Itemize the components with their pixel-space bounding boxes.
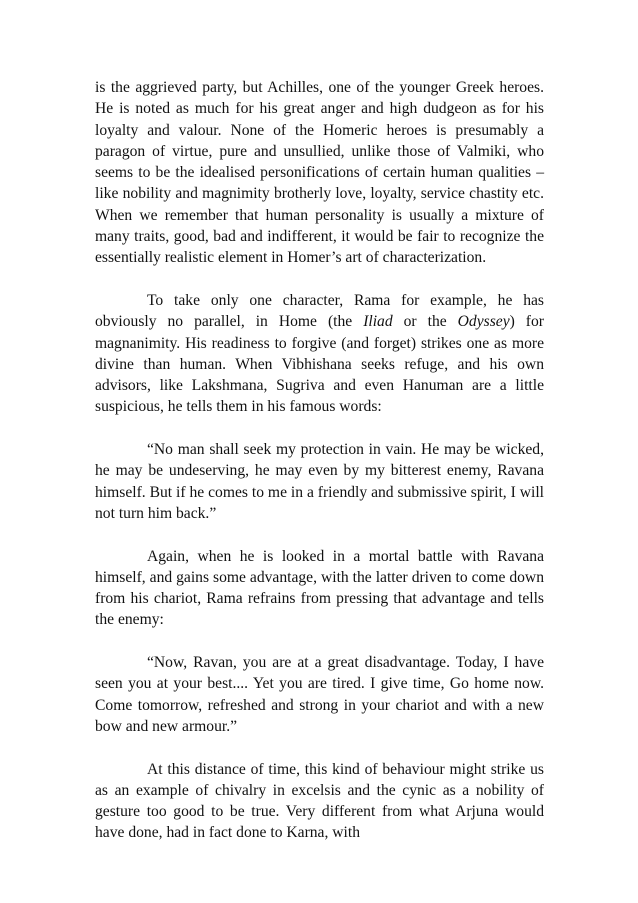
quote-text: “Now, Ravan, you are at a great disadvantage. Today, I have seen you at your best.... Yet you are tired. I give time, Go home now. Come tomorrow, refreshed and strong in your chariot and with a new bow and new armour.” bbox=[95, 654, 544, 735]
paragraph-chivalry bbox=[95, 759, 544, 844]
paragraph-text: To take only one character, Rama for example, he has obviously no parallel, in Home (the bbox=[95, 291, 544, 331]
document-page bbox=[95, 77, 544, 844]
paragraph-homeric-heroes bbox=[95, 77, 544, 269]
title-odyssey: Odyssey bbox=[457, 313, 510, 331]
paragraph-text: Again, when he is looked in a mortal battle with Ravana himself, and gains some advantage, with the latter driven to come down from his chariot, Rama refrains from pressing that advantage and tells the enemy: bbox=[95, 547, 544, 629]
quote-protection bbox=[95, 439, 544, 524]
paragraph-text: is the aggrieved party, but Achilles, one of the younger Greek heroes. He is noted as much for his great anger and high dudgeon as for his loyalty and valour. None of the Homeric heroes is presumably a paragon of virtue, pure and unsullied, unlike those of Valmiki, who seems to be the idealised personifications of certain human qualities – like nobility and magnimity brotherly love, loyalty, service chastity etc. When we remember that human personality is usually a mixture of many traits, good, bad and indifferent, it would be fair to recognize the essentially realistic element in Homer’s art of characterization. bbox=[95, 79, 544, 267]
title-iliad: Iliad bbox=[363, 313, 393, 331]
paragraph-text: At this distance of time, this kind of behaviour might strike us as an example of chivalry in excelsis and the cynic as a nobility of gesture too good to be true. Very different from what Arjuna would have done, had in fact done to Karna, with bbox=[95, 760, 544, 842]
quote-disadvantage bbox=[95, 652, 544, 737]
paragraph-text: ) for magnanimity. His readiness to forgive (and forget) strikes one as more divine than human. When Vibhishana seeks refuge, and his own advisors, like Lakshmana, Sugriva and even Hanuman are a little suspicious, he tells them in his famous words: bbox=[95, 313, 544, 416]
quote-text: “No man shall seek my protection in vain. He may be wicked, he may be undeserving, he may even by my bitterest enemy, Ravana himself. But if he comes to me in a friendly and submissive spirit, I will not turn him back.” bbox=[95, 441, 544, 522]
paragraph-battle-ravana bbox=[95, 546, 544, 631]
paragraph-text: or the bbox=[392, 313, 458, 331]
paragraph-rama-magnanimity bbox=[95, 290, 544, 418]
